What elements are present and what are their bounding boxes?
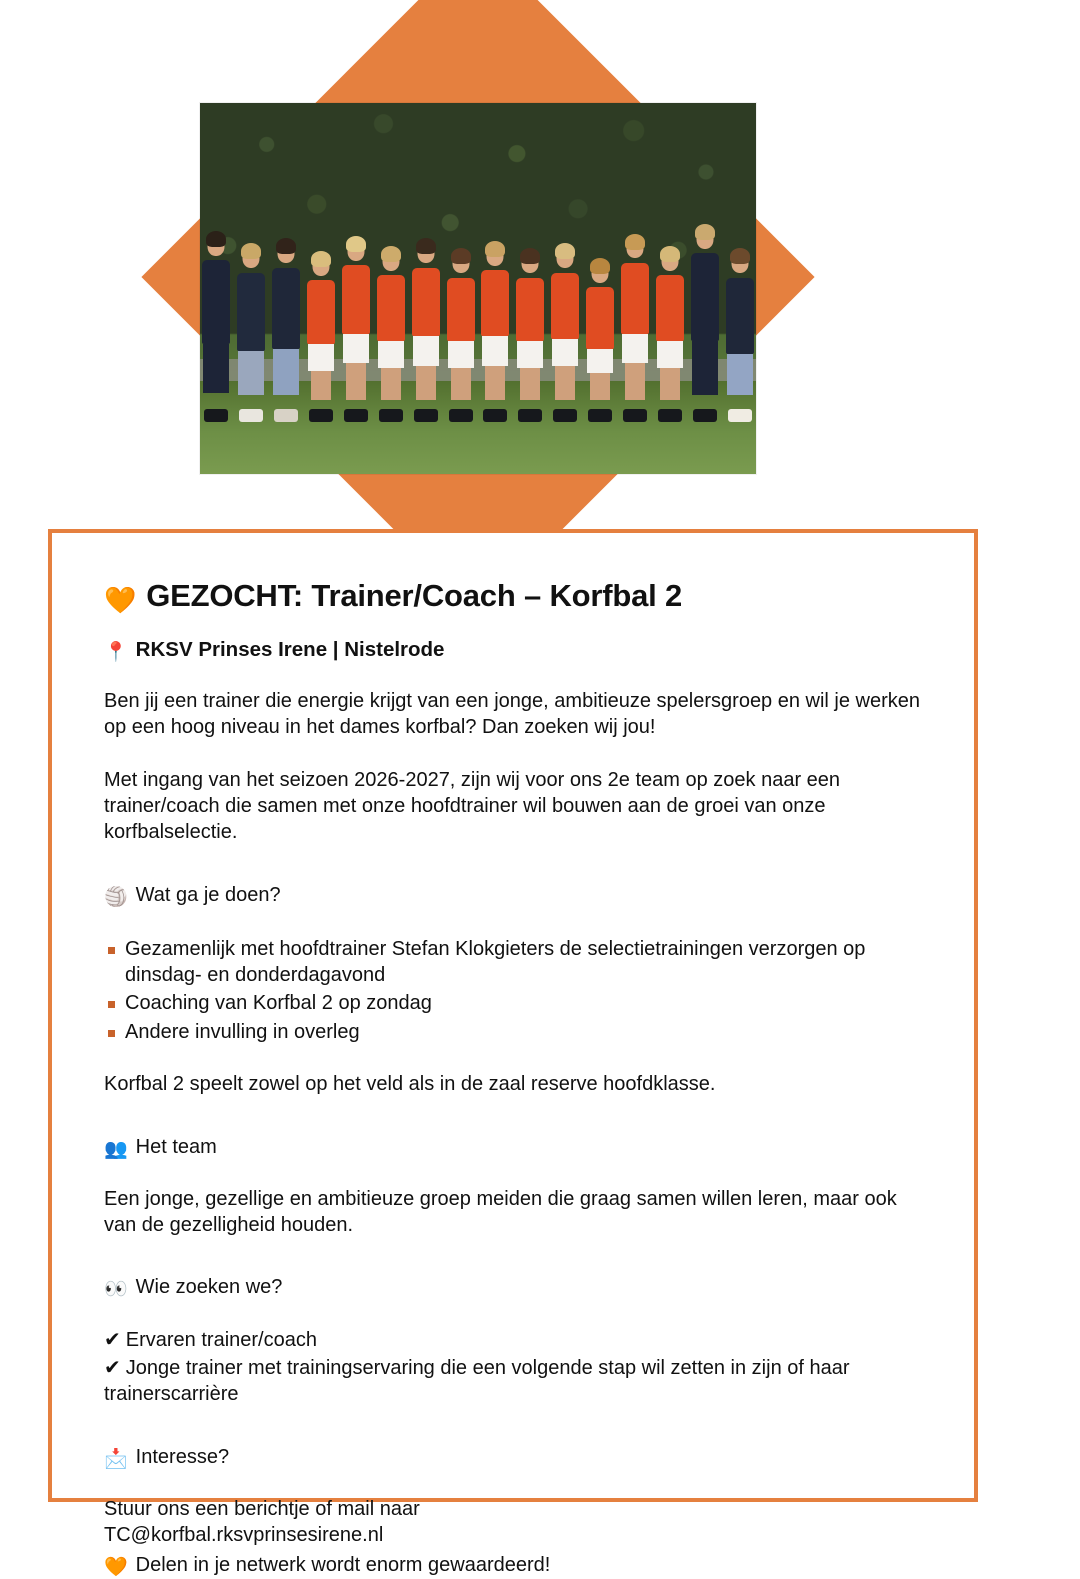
team-member-row [200, 177, 756, 422]
volleyball-icon: 🏐 [104, 885, 128, 908]
location-pin-icon: 📍 [104, 640, 128, 663]
contact-block [104, 1496, 922, 1579]
tasks-note: Korfbal 2 speelt zowel op het veld als in de zaal reserve hoofdklasse. [104, 1073, 716, 1096]
team-member [619, 177, 652, 422]
list-item-label: Ervaren trainer/coach [125, 1329, 317, 1352]
section-heading-profile [104, 1274, 922, 1300]
team-member [514, 177, 547, 422]
list-item [104, 1326, 922, 1353]
vacancy-card [48, 529, 978, 1579]
team-member [653, 177, 686, 422]
contact-email[interactable]: TC@korfbal.rksvprinsesirene.nl [104, 1524, 384, 1546]
team-member [200, 177, 233, 422]
envelope-with-arrow-icon: 📩 [104, 1447, 128, 1470]
team-paragraph: Een jonge, gezellige en ambitieuze groep meiden die graag samen willen leren, maar ook van de gezelligheid houden. [104, 1187, 897, 1237]
eyes-icon: 👀 [104, 1278, 128, 1301]
list-item-label: Jonge trainer met trainingservaring die een volgende stap wil zetten in zijn of haar trainerscarrière [104, 1356, 850, 1406]
section-heading-tasks-text: Wat ga je doen? [135, 883, 281, 906]
club-location-text: RKSV Prinses Irene | Nistelrode [135, 637, 445, 661]
team-member [549, 177, 582, 422]
section-heading-tasks [104, 882, 922, 908]
orange-heart-icon: 🧡 [104, 1556, 128, 1579]
section-heading-interest-text: Interesse? [135, 1445, 230, 1468]
list-item [104, 1354, 922, 1408]
intro-paragraph: Ben jij een trainer die energie krijgt van een jonge, ambitieuze spelersgroep en wil je werken op een hoog niveau in het dames korfbal? Dan zoeken wij jou! [104, 689, 921, 739]
team-member [374, 177, 407, 422]
team-member [479, 177, 512, 422]
page-title [104, 577, 922, 616]
profile-list [104, 1326, 922, 1407]
team-member [723, 177, 756, 422]
share-call-to-action [104, 1552, 922, 1578]
team-member [688, 177, 721, 422]
orange-heart-icon: 🧡 [104, 586, 137, 616]
team-photo [200, 103, 756, 474]
check-mark-icon: ✔ [104, 1354, 121, 1379]
section-heading-team [104, 1134, 922, 1160]
season-paragraph: Met ingang van het seizoen 2026-2027, zijn wij voor ons 2e team op zoek naar een trainer/coach die samen met onze hoofdtrainer wil bouwen aan de groei van onze korfbalselectie. [104, 768, 841, 844]
busts-in-silhouette-icon: 👥 [104, 1137, 128, 1160]
team-member [584, 177, 617, 422]
hero-banner [0, 0, 1080, 520]
section-heading-team-text: Het team [135, 1135, 217, 1158]
list-item: Gezamenlijk met hoofdtrainer Stefan Klokgieters de selectietrainingen verzorgen op dinsdag- en donderdagavond [104, 936, 922, 989]
club-location [104, 638, 922, 662]
share-call-to-action-text: Delen in je netwerk wordt enorm gewaardeerd! [135, 1554, 551, 1577]
team-member [305, 177, 338, 422]
list-item: Andere invulling in overleg [104, 1019, 922, 1045]
page-title-text: GEZOCHT: Trainer/Coach – Korfbal 2 [146, 578, 682, 613]
check-mark-icon: ✔ [104, 1327, 121, 1352]
team-photo-image [200, 103, 756, 474]
team-member [409, 177, 442, 422]
contact-instruction: Stuur ons een berichtje of mail naar [104, 1497, 420, 1520]
section-heading-interest [104, 1444, 922, 1470]
team-member [340, 177, 373, 422]
tasks-list [104, 936, 922, 1046]
section-heading-profile-text: Wie zoeken we? [135, 1276, 283, 1299]
team-member [270, 177, 303, 422]
team-member [235, 177, 268, 422]
team-member [444, 177, 477, 422]
list-item: Coaching van Korfbal 2 op zondag [104, 990, 922, 1016]
